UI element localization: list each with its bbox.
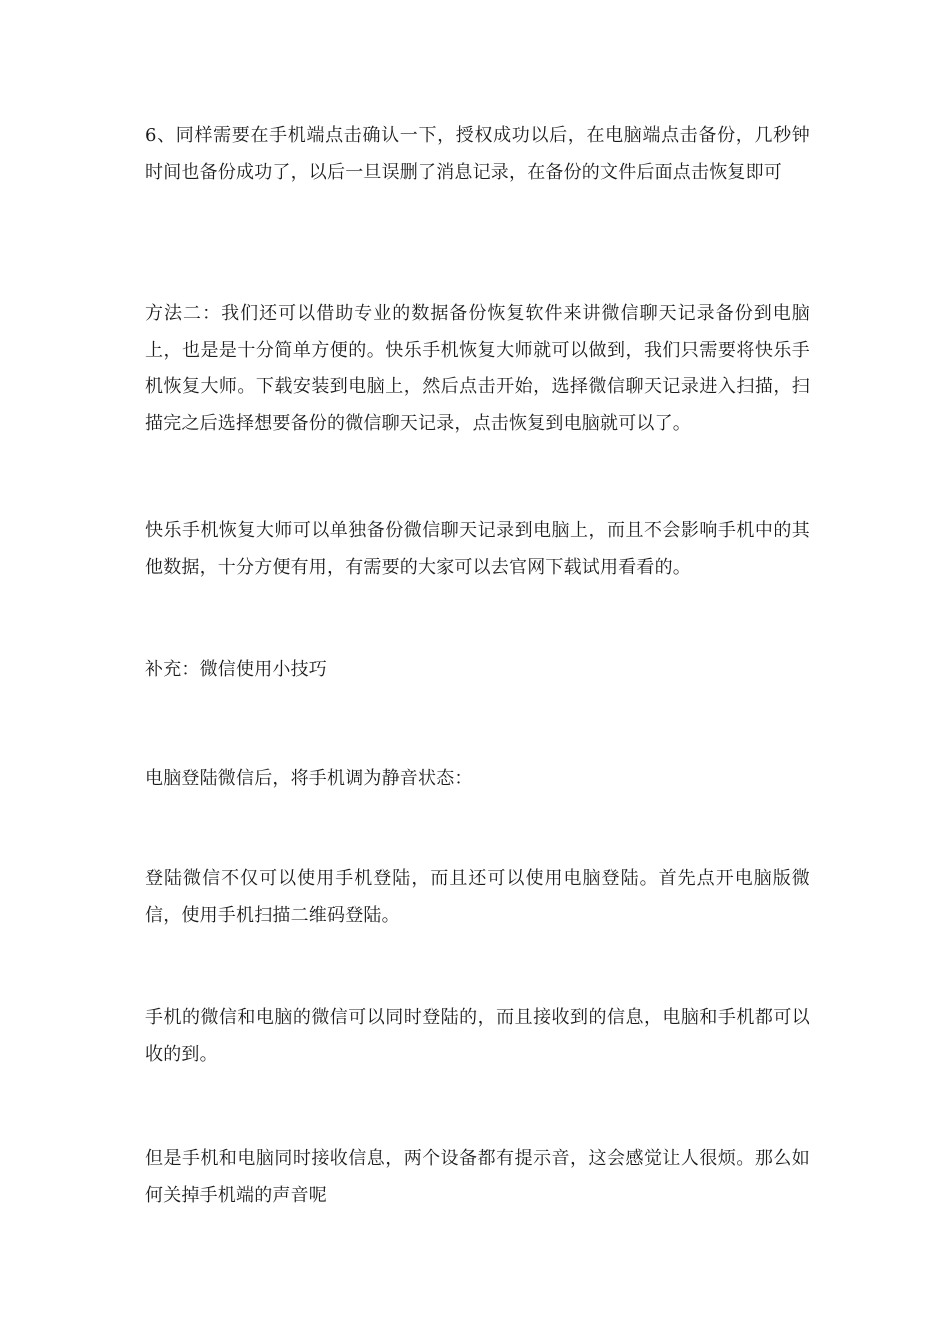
paragraph-silent-mode-heading: 电脑登陆微信后，将手机调为静音状态： — [145, 768, 473, 789]
paragraph-tips-heading: 补充：微信使用小技巧 — [145, 659, 327, 680]
paragraph-recovery-tool-note: 快乐手机恢复大师可以单独备份微信聊天记录到电脑上，而且不会影响手机中的其他数据，十分方便有用，有需要的大家可以去官网下载试用看看的。 — [145, 520, 810, 578]
paragraph-pc-login: 登陆微信不仅可以使用手机登陆，而且还可以使用电脑登陆。首先点开电脑版微信，使用手机扫描二维码登陆。 — [145, 868, 810, 926]
paragraph-simultaneous-login: 手机的微信和电脑的微信可以同时登陆的，而且接收到的信息，电脑和手机都可以收的到。 — [145, 1007, 810, 1065]
paragraph-notification-sound: 但是手机和电脑同时接收信息，两个设备都有提示音，这会感觉让人很烦。那么如何关掉手机端的声音呢 — [145, 1148, 810, 1206]
paragraph-method-two: 方法二：我们还可以借助专业的数据备份恢复软件来讲微信聊天记录备份到电脑上，也是是十分简单方便的。快乐手机恢复大师就可以做到，我们只需要将快乐手机恢复大师。下载安装到电脑上，然后点击开始，选择微信聊天记录进入扫描，扫描完之后选择想要备份的微信聊天记录，点击恢复到电脑就可以了。 — [145, 303, 810, 434]
paragraph-backup-step-6: 6、同样需要在手机端点击确认一下，授权成功以后，在电脑端点击备份，几秒钟时间也备份成功了，以后一旦误删了消息记录，在备份的文件后面点击恢复即可 — [145, 125, 810, 183]
